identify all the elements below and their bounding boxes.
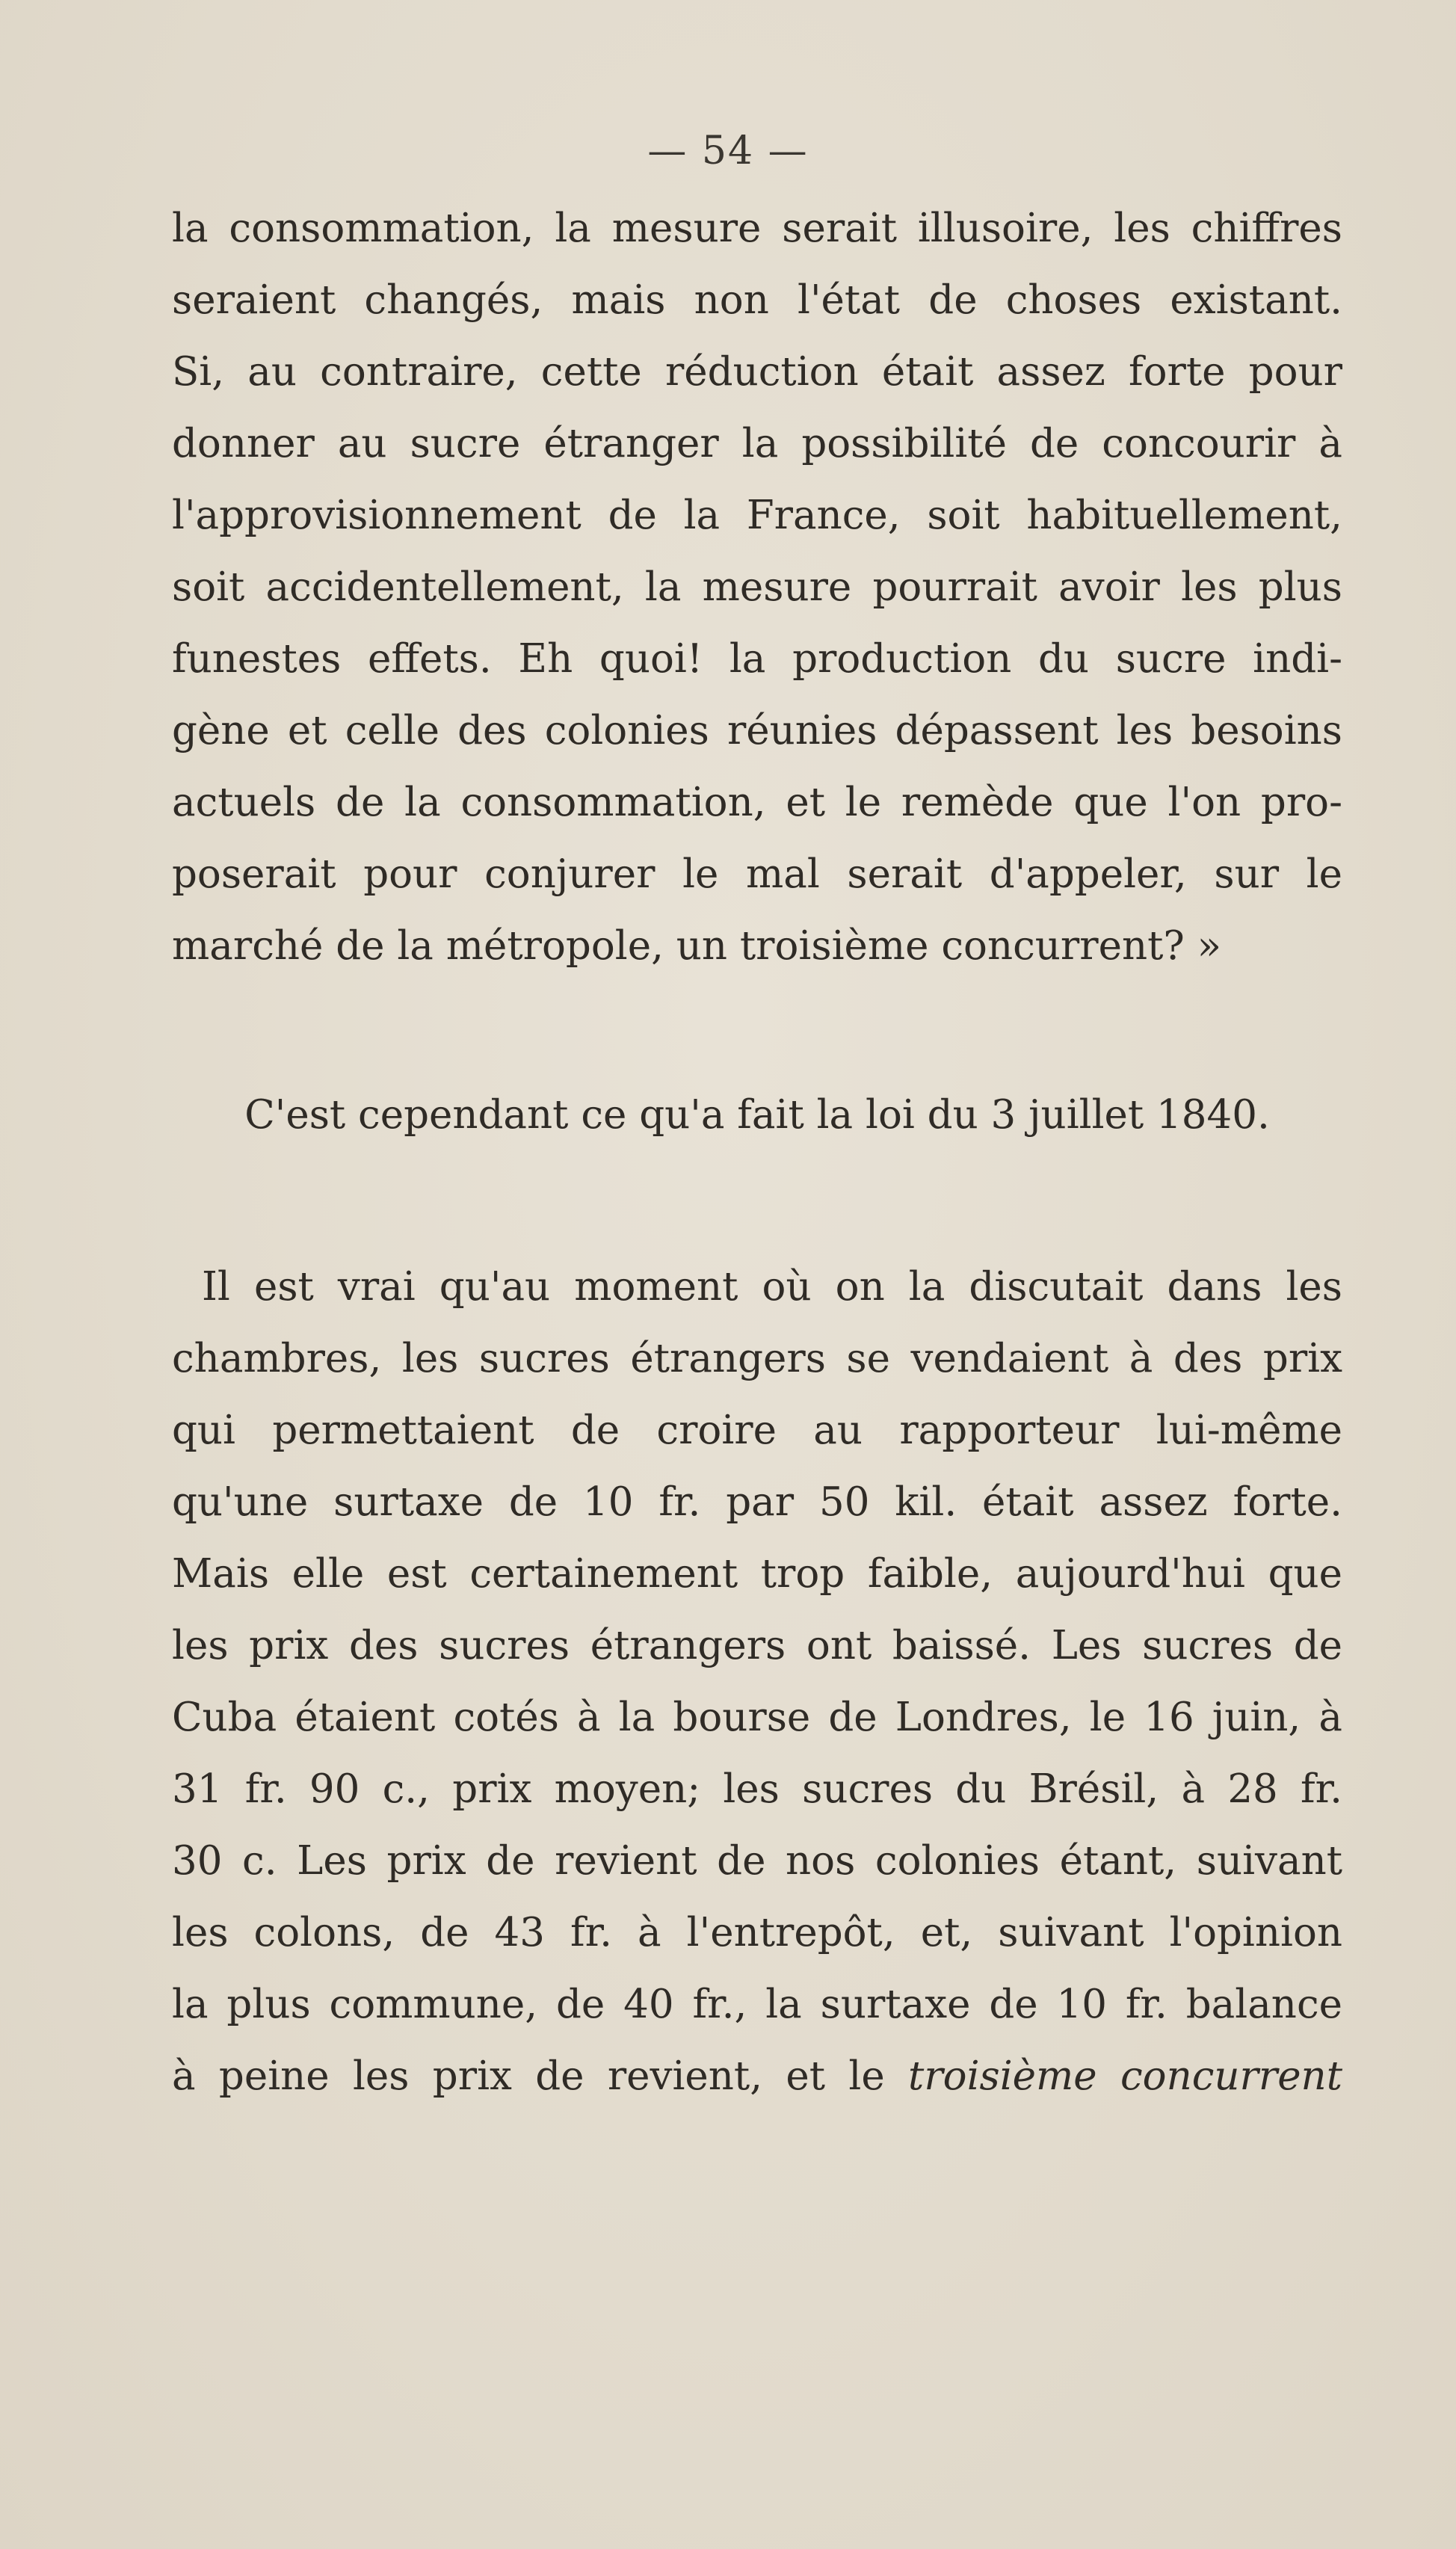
text-line: actuels de la consommation, et le remède que l'on pro-	[172, 780, 1342, 825]
text-line: les prix des sucres étrangers ont baissé. Les sucres de	[172, 1623, 1342, 1668]
text-line: seraient changés, mais non l'état de choses existant.	[172, 277, 1342, 323]
text-line: Mais elle est certainement trop faible, aujourd'hui que	[172, 1551, 1342, 1597]
text-line: poserait pour conjurer le mal serait d'appeler, sur le	[172, 851, 1342, 897]
text-line-italic: troisième concurrent	[908, 2053, 1342, 2099]
text-line-roman: à peine les prix de revient, et le	[172, 2053, 885, 2099]
page-number: — 54 —	[647, 129, 809, 173]
text-line: Il est vrai qu'au moment où on la discutait dans les	[202, 1264, 1342, 1310]
text-line: qui permettaient de croire au rapporteur lui-même	[172, 1408, 1342, 1453]
text-line: Si, au contraire, cette réduction était assez forte pour	[172, 349, 1342, 395]
text-line: funestes effets. Eh quoi! la production du sucre indi-	[172, 636, 1342, 682]
text-line: la plus commune, de 40 fr., la surtaxe de 10 fr. balance	[172, 1982, 1342, 2027]
text-line: la consommation, la mesure serait illusoire, les chiffres	[172, 206, 1342, 251]
text-line: gène et celle des colonies réunies dépassent les besoins	[172, 708, 1342, 753]
text-line: 31 fr. 90 c., prix moyen; les sucres du Brésil, à 28 fr.	[172, 1766, 1342, 1812]
text-line: chambres, les sucres étrangers se vendaient à des prix	[172, 1336, 1342, 1381]
text-line: 30 c. Les prix de revient de nos colonies étant, suivant	[172, 1838, 1342, 1884]
text-line: Cuba étaient cotés à la bourse de Londres, le 16 juin, à	[172, 1695, 1342, 1740]
text-line: les colons, de 43 fr. à l'entrepôt, et, suivant l'opinion	[172, 1910, 1342, 1955]
text-line: l'approvisionnement de la France, soit habituellement,	[172, 493, 1342, 538]
text-line: C'est cependant ce qu'a fait la loi du 3 juillet 1840.	[244, 1092, 1270, 1138]
text-line	[172, 2041, 1342, 2112]
text-line: donner au sucre étranger la possibilité de concourir à	[172, 421, 1342, 466]
text-line: qu'une surtaxe de 10 fr. par 50 kil. était assez forte.	[172, 1479, 1342, 1525]
text-line: marché de la métropole, un troisième concurrent? »	[172, 923, 1222, 969]
text-line: soit accidentellement, la mesure pourrait avoir les plus	[172, 564, 1342, 610]
